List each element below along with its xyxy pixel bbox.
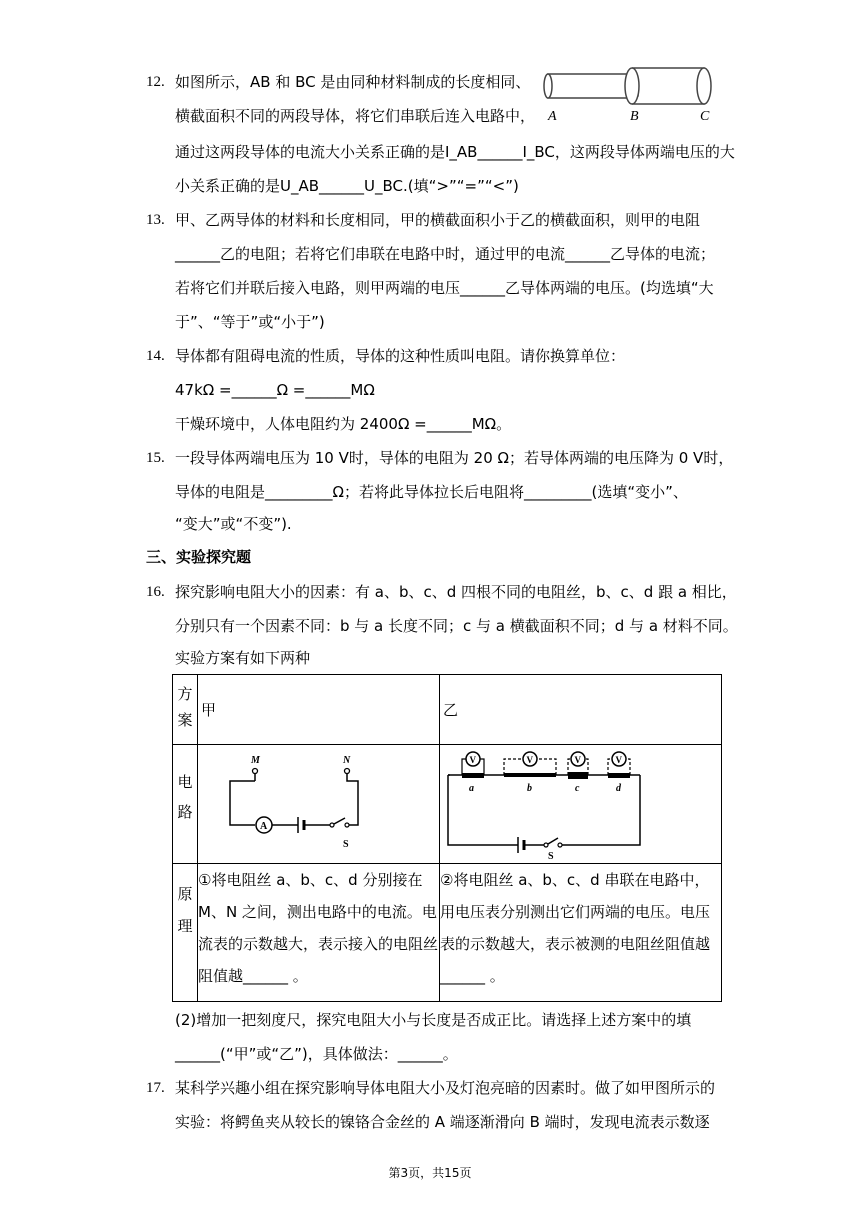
header-scheme: 方案 (173, 675, 198, 745)
wire-b-label: b (527, 783, 532, 794)
svg-text:V: V (469, 755, 476, 765)
q13-line4: 于”、“等于”或“小于”) (175, 313, 325, 331)
principle-yi: ②将电阻丝 a、b、c、d 串联在电路中，用电压表分别测出它们两端的电压。电压表的示数越大，表示被测的电阻丝阻值越______ 。 (440, 864, 722, 1002)
ammeter-label: A (260, 821, 268, 832)
wire-c-label: c (575, 783, 580, 794)
voltmeter-a (462, 752, 484, 775)
q17-line1: 某科学兴趣小组在探究影响导体电阻大小及灯泡亮暗的因素时。做了如甲图所示的 (175, 1079, 716, 1097)
q12-line2: 横截面积不同的两段导体，将它们串联后连入电路中， (175, 107, 536, 125)
circuit-yi-cell (440, 745, 722, 864)
terminal-M: M (251, 755, 260, 766)
header-circuit: 电路 (173, 745, 198, 864)
q15-line3: “变大”或“不变”). (175, 515, 292, 533)
q16-part2-line2: ______(“甲”或“乙”)，具体做法：______。 (175, 1045, 458, 1063)
header-principle: 原理 (173, 864, 198, 1002)
q17-line2: 实验：将鳄鱼夹从较长的镍铬合金丝的 A 端逐渐滑向 B 端时，发现电流表示数逐 (175, 1113, 710, 1131)
question-16-number: 16. (146, 584, 165, 600)
voltmeter-b (504, 752, 556, 775)
label-C: C (700, 109, 710, 124)
svg-text:V: V (526, 755, 533, 765)
scheme-table (172, 674, 722, 1002)
q14-line1: 导体都有阻碍电流的性质，导体的这种性质叫电阻。请你换算单位： (175, 347, 626, 365)
voltmeter-d (608, 752, 630, 775)
switch-label: S (343, 839, 349, 850)
principle-jia: ①将电阻丝 a、b、c、d 分别接在 M、N 之间，测出电路中的电流。电流表的示数越大，表示接入的电阻丝阻值越______ 。 (198, 864, 440, 1002)
q16-line2: 分别只有一个因素不同：b 与 a 长度不同；c 与 a 横截面积不同；d 与 a 材料不同。 (175, 617, 738, 635)
question-15-number: 15. (146, 450, 165, 466)
wire-a-label: a (469, 783, 474, 794)
header-yi: 乙 (440, 675, 722, 745)
q12-line4: 小关系正确的是U_AB______U_BC.(填“>”“=”“<”) (175, 177, 519, 195)
circuit-jia-diagram (198, 745, 436, 859)
terminal-N: N (343, 755, 351, 766)
q14-line3: 干燥环境中，人体电阻约为 2400Ω =______MΩ。 (175, 415, 512, 433)
q12-line3: 通过这两段导体的电流大小关系正确的是I_AB______I_BC，这两段导体两端电压的大 (175, 143, 735, 161)
q16-part2-line1: (2)增加一把刻度尺，探究电阻大小与长度是否成正比。请选择上述方案中的填 (175, 1011, 692, 1029)
label-A: A (548, 109, 557, 124)
circuit-yi-diagram (440, 745, 718, 859)
section-heading: 三、实验探究题 (146, 548, 252, 566)
circuit-jia-cell (198, 745, 440, 864)
voltmeter-c (568, 752, 588, 775)
q16-line3: 实验方案有如下两种 (175, 649, 311, 667)
question-13-number: 13. (146, 212, 165, 228)
svg-text:V: V (615, 755, 622, 765)
conductor-figure (540, 64, 720, 124)
q15-line2: 导体的电阻是_________Ω；若将此导体拉长后电阻将_________(选填“变小”、 (175, 483, 688, 501)
q13-line2: ______乙的电阻；若将它们串联在电路中时，通过甲的电流______乙导体的电流； (175, 245, 716, 263)
wire-d-label: d (616, 783, 621, 794)
header-jia: 甲 (198, 675, 440, 745)
q15-line1: 一段导体两端电压为 10 V时，导体的电阻为 20 Ω；若导体两端的电压降为 0 V时， (175, 449, 734, 467)
question-17-number: 17. (146, 1080, 165, 1096)
q14-line2: 47kΩ =______Ω =______MΩ (175, 381, 375, 399)
q13-line3: 若将它们并联后接入电路，则甲两端的电压______乙导体两端的电压。(均选填“大 (175, 279, 714, 297)
q13-line1: 甲、乙两导体的材料和长度相同，甲的横截面积小于乙的横截面积，则甲的电阻 (175, 211, 701, 229)
switch-label-yi: S (548, 851, 554, 859)
q16-line1: 探究影响电阻大小的因素：有 a、b、c、d 四根不同的电阻丝，b、c、d 跟 a 相比， (175, 583, 737, 601)
svg-text:V: V (574, 755, 581, 765)
question-14-number: 14. (146, 348, 165, 364)
q12-line1: 如图所示，AB 和 BC 是由同种材料制成的长度相同、 (175, 73, 531, 91)
page-footer: 第3页，共15页 (388, 1166, 472, 1180)
label-B: B (630, 109, 639, 124)
question-12-number: 12. (146, 74, 165, 90)
